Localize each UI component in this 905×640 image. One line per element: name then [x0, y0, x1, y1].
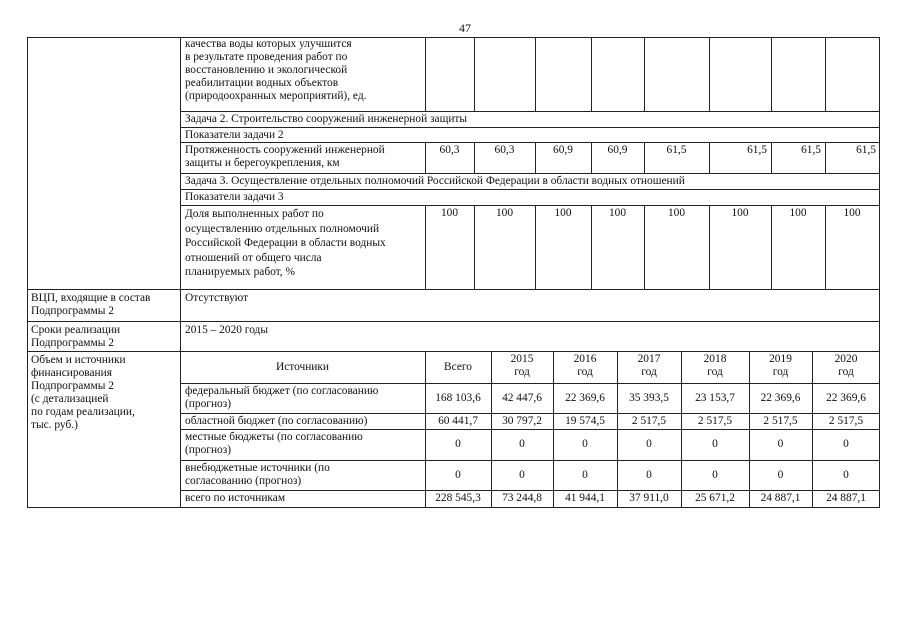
- financing-header-year: 2015 год: [510, 353, 534, 378]
- financing-value: 23 153,7: [695, 392, 735, 404]
- rule: [180, 413, 880, 414]
- rule: [27, 351, 880, 352]
- financing-value: 24 887,1: [760, 492, 801, 504]
- rule: [180, 173, 880, 174]
- rule: [180, 189, 880, 190]
- financing-value: 0: [582, 438, 588, 450]
- financing-source: всего по источникам: [185, 492, 286, 504]
- financing-value: 0: [455, 438, 461, 450]
- rule: [27, 289, 880, 290]
- financing-value: 41 944,1: [565, 492, 605, 504]
- vcp-value: Отсутствуют: [185, 292, 249, 304]
- task2-value: 61,5: [666, 144, 687, 156]
- financing-value: 2 517,5: [697, 415, 733, 427]
- task3-indicator-label: Доля выполненных работ по осуществлению отдельных полномочий Российской Федерации в области водных отношений от общего числа планируемых работ, %: [185, 208, 386, 278]
- financing-value: 60 441,7: [438, 415, 478, 427]
- financing-value: 0: [843, 469, 849, 481]
- financing-value: 35 393,5: [629, 392, 669, 404]
- task3-value: 100: [667, 207, 686, 219]
- financing-value: 0: [843, 438, 849, 450]
- financing-value: 25 671,2: [695, 492, 735, 504]
- task2-indicator-label: Протяженность сооружений инженерной защиты и берегоукрепления, км: [185, 144, 385, 169]
- financing-header-year: 2017 год: [637, 353, 661, 378]
- financing-value: 0: [582, 469, 588, 481]
- financing-source: внебюджетные источники (по согласованию (прогноз): [185, 462, 330, 487]
- financing-value: 168 103,6: [435, 392, 481, 404]
- task3-indicators-header: Показатели задачи 3: [185, 191, 284, 203]
- financing-header-total: Всего: [444, 361, 472, 373]
- financing-header-year: 2020 год: [834, 353, 858, 378]
- financing-label: Объем и источники финансирования Подпрограммы 2 (с детализацией по годам реализации, тыс. руб.): [31, 354, 135, 431]
- terms-value: 2015 – 2020 годы: [185, 324, 269, 336]
- terms-label: Сроки реализации Подпрограммы 2: [31, 324, 121, 349]
- financing-value: 0: [646, 469, 652, 481]
- financing-value: 22 369,6: [565, 392, 605, 404]
- financing-header-sources: Источники: [275, 361, 330, 373]
- financing-value: 22 369,6: [826, 392, 866, 404]
- task3-value: 100: [495, 207, 514, 219]
- financing-source: федеральный бюджет (по согласованию (прогноз): [185, 385, 379, 410]
- task3-value: 100: [608, 207, 627, 219]
- task2-value: 61,5: [801, 144, 821, 156]
- financing-value: 22 369,6: [760, 392, 801, 404]
- rule: [535, 37, 536, 111]
- task2-indicators-header: Показатели задачи 2: [185, 129, 284, 141]
- financing-value: 2 517,5: [828, 415, 864, 427]
- rule: [180, 460, 880, 461]
- financing-value: 0: [777, 469, 784, 481]
- task3-value: 100: [843, 207, 861, 219]
- task2-title: Задача 2. Строительство сооружений инженерной защиты: [185, 113, 468, 125]
- task2-value: 60,9: [553, 144, 573, 156]
- financing-value: 37 911,0: [629, 492, 669, 504]
- rule: [27, 321, 880, 322]
- financing-header-year: 2019 год: [769, 353, 792, 378]
- task3-value: 100: [731, 207, 749, 219]
- financing-value: 0: [519, 438, 525, 450]
- financing-value: 0: [712, 438, 718, 450]
- financing-value: 2 517,5: [631, 415, 667, 427]
- rule: [425, 37, 426, 111]
- financing-value: 0: [646, 438, 652, 450]
- rule: [180, 205, 880, 206]
- rule: [180, 111, 880, 112]
- rule: [709, 37, 710, 111]
- rule: [425, 351, 426, 508]
- financing-header-year: 2018 год: [703, 353, 727, 378]
- task3-value: 100: [554, 207, 572, 219]
- financing-value: 0: [519, 469, 525, 481]
- financing-value: 42 447,6: [502, 392, 542, 404]
- financing-header-year: 2016 год: [573, 353, 597, 378]
- financing-value: 2 517,5: [763, 415, 798, 427]
- rule: [474, 37, 475, 111]
- task3-value: 100: [440, 207, 459, 219]
- task2-value: 61,5: [856, 144, 876, 156]
- rule: [180, 429, 880, 430]
- task2-value: 60,9: [607, 144, 628, 156]
- top-indicator-label: качества воды которых улучшится в результате проведения работ по восстановлению и экологической реабилитации водных объектов (природоохранных мероприятий), ед.: [185, 38, 367, 102]
- financing-value: 0: [777, 438, 784, 450]
- rule: [644, 37, 645, 111]
- vcp-label: ВЦП, входящие в состав Подпрограммы 2: [31, 292, 151, 317]
- rule: [180, 127, 880, 128]
- financing-value: 30 797,2: [502, 415, 542, 427]
- rule: [180, 37, 181, 508]
- task2-value: 61,5: [747, 144, 767, 156]
- financing-value: 0: [712, 469, 718, 481]
- financing-source: областной бюджет (по согласованию): [185, 415, 368, 427]
- task3-value: 100: [789, 207, 807, 219]
- financing-value: 0: [455, 469, 461, 481]
- page-number: 47: [459, 21, 471, 35]
- rule: [180, 383, 880, 384]
- financing-value: 24 887,1: [826, 492, 866, 504]
- rule: [825, 37, 826, 111]
- financing-value: 73 244,8: [502, 492, 542, 504]
- task2-value: 60,3: [494, 144, 515, 156]
- financing-source: местные бюджеты (по согласованию (прогноз): [185, 431, 363, 456]
- task2-value: 60,3: [439, 144, 460, 156]
- rule: [180, 142, 880, 143]
- financing-value: 228 545,3: [435, 492, 481, 504]
- financing-value: 19 574,5: [565, 415, 605, 427]
- task3-title: Задача 3. Осуществление отдельных полномочий Российской Федерации в области водных отношений: [185, 175, 685, 187]
- rule: [180, 490, 880, 491]
- rule: [591, 37, 592, 111]
- rule: [771, 37, 772, 111]
